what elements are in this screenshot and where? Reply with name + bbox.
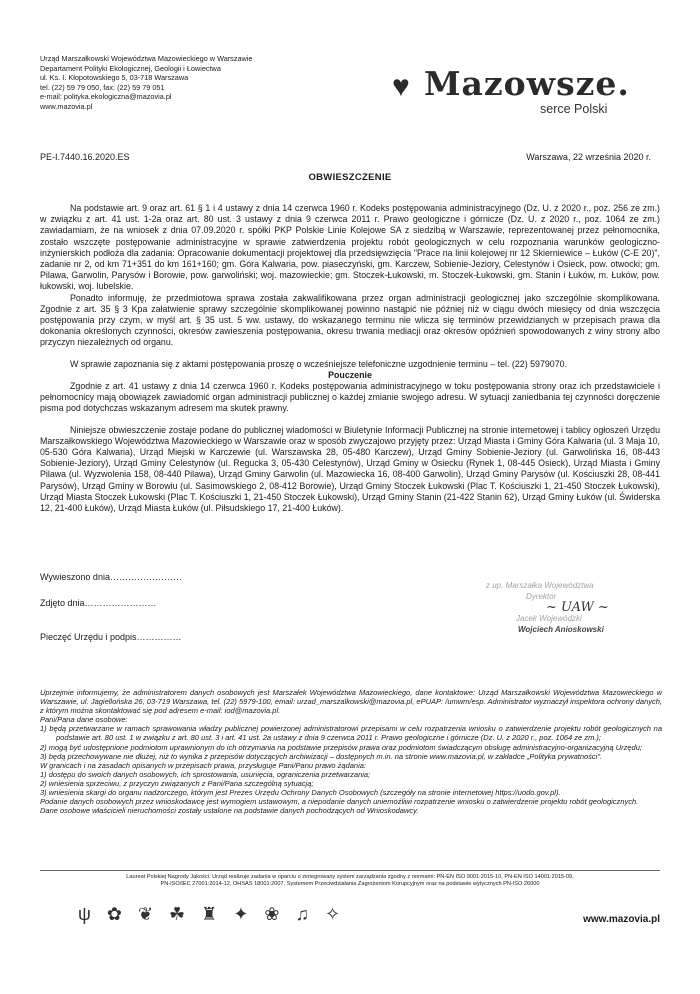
footer-divider xyxy=(40,870,660,871)
gdpr-item: 1) będą przetwarzane w ramach sprawowania władzy publicznej powierzonej administratorowi przepisami w celu rozpatrzenia wniosku o zatwierdzenie projektu robót geologicznych na podstawie art. 80 ust. 1 w związku z art. 80 ust. 3 i art. 41 ust. 2a ustawy z dnia 9 czerwca 2011 r. Prawo geologiczne i górnicze (Dz. U. z 2020 r., poz. 1064 ze zm.); xyxy=(40,724,662,743)
gdpr-rights-label: W granicach i na zasadach opisanych w przepisach prawa, przysługuje Pani/Panu prawo żądania: xyxy=(40,760,367,770)
ornament-icon-7: ❀ xyxy=(264,904,280,924)
gdpr-intro: Uprzejmie informujemy, że administratorem danych osobowych jest Marszałek Województwa Mazowieckiego, dane kontaktowe: Urząd Marszałkowski Województwa Mazowieckiego w Warszawie, ul. Jagiellońska 26, 03-719 Warszawa, tel. (22) 5979-100, email: urzad_marszalkowski@mazovia.pl, ePUAP: /umwm/esp. Administrator wyznaczył inspektora ochrony danych, z którym można skontaktować się pod adresem e-mail: iod@mazovia.pl. xyxy=(40,688,662,716)
paragraph: Zgodnie z art. 41 ustawy z dnia 14 czerwca 1960 r. Kodeks postępowania administracyjnego w toku postępowania strony oraz ich przedstawiciele i pełnomocnicy mają obowiązek zawiadomić organ administracji publicznej o każdej zmianie swojego adresu. W sytuacji zaniedbania tej czynności doręczenie pisma pod dotychczas wskazanym adresem ma skutek prawny. xyxy=(40,381,660,414)
paragraph: Na podstawie art. 9 oraz art. 61 § 1 i 4 ustawy z dnia 14 czerwca 1960 r. Kodeks postępowania administracyjnego (Dz. U. z 2020 r., poz. 256 ze zm.) w związku z art. 41 ust. 1-2a oraz art. 80 ust. 3 ustawy z dnia 9 czerwca 2011 r. Prawo geologiczne i górnicze (Dz. U. z 2020 r., poz. 1064 ze zm.) zawiadamiam, że na wniosek z dnia 07.09.2020 r. spółki PKP Polskie Linie Kolejowe SA z siedzibą w Warszawie, reprezentowanej przez pełnomocnika, zostało wszczęte postępowanie administracyjne w sprawie zatwierdzenia projektu robót geologicznych w celu rozpoznania warunków geologiczno-inżynierskich podłoża dla zadania: Opracowanie dokumentacji projektowej dla przedsięwzięcia "Prace na linii kolejowej nr 12 Skierniewice – Łuków (C-E 20)", zadanie nr 2, od km 71+351 do km 161+160; gm. Góra Kalwaria, pow. piaseczyński, gm. Karczew, Sobienie-Jeziory, Celestynów i Osieck, pow. otwocki; gm. Pilawa, Garwolin, Parysów i Borowie, pow. garwoliński; woj. mazowieckie; gm. Stoczek-Łukowski, m. Stoczek-Łukowski, gm. Stanin i Łuków, m. Łuków, pow. łukowski, woj. lubelskie. xyxy=(40,203,660,292)
signature-line: z up. Marszałka Województwa xyxy=(486,581,594,590)
signature-block xyxy=(486,580,646,635)
gdpr-right: 1) dostępu do swoich danych osobowych, ich sprostowania, usunięcia, ograniczenia przetwarzania; xyxy=(40,769,371,779)
mazowsze-logo xyxy=(392,64,650,124)
logo-wordmark: Mazowsze. xyxy=(424,64,630,103)
handwritten-signature: ~ UAW ~ xyxy=(546,600,609,615)
footer-certifications xyxy=(40,874,660,888)
gdpr-closing: Podanie danych osobowych przez wnioskodawcę jest wymogiem ustawowym, a niepodanie danych uniemożliwi rozpatrzenie wniosku o zatwierdzenie projektu robót geologicznych. xyxy=(40,797,639,807)
footer-ornaments xyxy=(78,904,438,932)
ornament-icon-1: ψ xyxy=(78,904,91,924)
signatory-name: Wojciech Anioskowski xyxy=(518,625,604,634)
gdpr-right: 3) wniesienia skargi do organu nadzorczego, którym jest Prezes Urzędu Ochrony Danych Osobowych (szczegóły na stronie internetowej https://uodo.gov.pl). xyxy=(40,788,561,798)
document-title: OBWIESZCZENIE xyxy=(308,172,392,183)
logo-tagline: serce Polski xyxy=(540,102,608,116)
gdpr-closing: Dane osobowe właścicieli nieruchomości zostały ustalone na podstawie danych pochodzących od Wnioskodawcy. xyxy=(40,806,419,816)
document-date: Warszawa, 22 września 2020 r. xyxy=(526,152,651,162)
footer-line: Laureat Polskiej Nagrody Jakości. Urząd realizuje zadania w oparciu o zintegrowany system zarządzania zgodny z normami: PN-EN ISO 9001:2015-10, PN-EN ISO 14001:2015-09, xyxy=(126,874,574,880)
ornament-icon-9: ✧ xyxy=(325,904,341,924)
gdpr-item: 2) mogą być udostępnione podmiotom uprawnionym do ich otrzymania na podstawie przepisów prawa oraz podmiotom świadczącym obsługę administracyjno-organizacyjną Urzędu; xyxy=(40,742,642,752)
header-line: www.mazovia.pl xyxy=(40,101,93,111)
gdpr-notice xyxy=(40,688,662,815)
header-line: ul. Ks. I. Kłopotowskiego 5, 03-718 Warszawa xyxy=(40,73,189,83)
header-line: tel. (22) 59 79 050, fax: (22) 59 79 051 xyxy=(40,82,165,92)
pouczenie-heading: Pouczenie xyxy=(328,369,372,380)
ornament-icon-4: ☘ xyxy=(169,904,186,924)
gdpr-label: Pani/Pana dane osobowe: xyxy=(40,715,128,725)
stamp-signature-field: Pieczęć Urzędu i podpis…………… xyxy=(40,632,182,642)
heart-icon: ♥ xyxy=(392,70,410,103)
signature-line: Jacek Wojewódzki xyxy=(516,614,582,623)
gdpr-right: 2) wniesienia sprzeciwu, z przyczyn związanych z Pani/Pana szczególną sytuacją; xyxy=(40,778,314,788)
ornament-icon-3: ❦ xyxy=(137,904,154,924)
document-body xyxy=(40,203,660,514)
sender-header xyxy=(40,54,340,112)
paragraph: Ponadto informuję, że przedmiotowa sprawa została zakwalifikowana przez organ administracji geologicznej jako szczególnie skomplikowana. Zgodnie z art. 35 § 3 Kpa załatwienie sprawy szczególnie skomplikowanej powinno nastąpić nie później niż w ciągu dwóch miesięcy od dnia wszczęcia postępowania przy czym, w myśl art. § 35 ust. 5 ww. ustawy, do wskazanego terminu nie wlicza się terminów przewidzianych w przepisach prawa dla dokonania określonych czynności, okresów zawieszenia postępowania, okresu trwania mediacji oraz okresów opóźnień spowodowanych z winy strony albo przyczyn niezależnych od organu. xyxy=(40,292,660,348)
reference-number: PE-I.7440.16.2020.ES xyxy=(40,152,130,162)
gdpr-item: 3) będą przechowywane nie dłużej, niż to wynika z przepisów dotyczących archiwizacji – dostępnych m.in. na stronie www.mazovia.pl, w zakładce „Polityka prywatności". xyxy=(40,751,603,761)
posted-date-field: Wywieszono dnia…………………… xyxy=(40,572,182,582)
removed-date-field: Zdjęto dnia…………………… xyxy=(40,598,157,608)
header-line: Departament Polityki Ekologicznej, Geologii i Łowiectwa xyxy=(40,63,221,73)
paragraph: Niniejsze obwieszczenie zostaje podane do publicznej wiadomości w Biuletynie Informacji Publicznej na stronie internetowej i tablicy ogłoszeń Urzędu Marszałkowskiego Województwa Mazowieckiego w Warszawie oraz w sposób zwyczajowo przyjęty przez: Urząd Miasta i Gminy Góra Kalwaria (ul. 3 Maja 10, 05-530 Góra Kalwaria), Urząd Miejski w Karczewie (ul. Warszawska 28, 05-480 Karczew), Urząd Gminy Sobienie-Jeziory (ul. Garwolińska 16, 08-443 Sobienie-Jeziory), Urząd Gminy Celestynów (ul. Regucka 3, 05-430 Celestynów), Urząd Gminy w Osiecku (Rynek 1, 08-445 Osieck), Urząd Miasta i Gminy Pilawa (ul. Wyzwolenia 158, 08-440 Pilawa), Urząd Gminy Garwolin (ul. Mazowiecka 16, 08-400 Garwolin), Urząd Gminy Parysów (ul. Kościuszki 28, 08-441 Parysów), Urząd Gminy w Borowiu (ul. Sasimowskiego 2, 08-412 Borowie), Urząd Gminy Stoczek Łukowski (Plac T. Kościuszki 1, 21-450 Stoczek Łukowski), Urząd Miasta Stoczek Łukowski (Plac T. Kościuszki 1, 21-450 Stoczek Łukowski), Urząd Gminy Stanin (21-422 Stanin 62), Urząd Gminy Łuków (ul. Świderska 12, 21-400 Łuków), Urząd Miasta Łuków (ul. Piłsudskiego 17, 21-400 Łuków). xyxy=(40,424,660,514)
ornament-icon-6: ✦ xyxy=(233,904,249,924)
header-line: e-mail: polityka.ekologiczna@mazovia.pl xyxy=(40,92,172,102)
footer-website: www.mazovia.pl xyxy=(583,914,660,925)
ornament-icon-2: ✿ xyxy=(106,904,122,924)
footer-line: PN-ISO/IEC 27001:2014-12, OHSAS 18001:2007, Systemem Przeciwdziałania Zagrożeniom Korupcyjnym oraz na podstawie wytycznych PN-ISO 26000 xyxy=(160,881,540,887)
ornament-icon-8: ♫ xyxy=(295,904,309,924)
header-line: Urząd Marszałkowski Województwa Mazowieckiego w Warszawie xyxy=(40,54,253,63)
paragraph: W sprawie zapoznania się z aktami postępowania proszę o wcześniejsze telefoniczne uzgodnienie terminu – tel. (22) 5979070. xyxy=(70,358,568,369)
signature-line: Dyrektor xyxy=(526,592,557,601)
ornament-icon-5: ♜ xyxy=(201,904,218,924)
